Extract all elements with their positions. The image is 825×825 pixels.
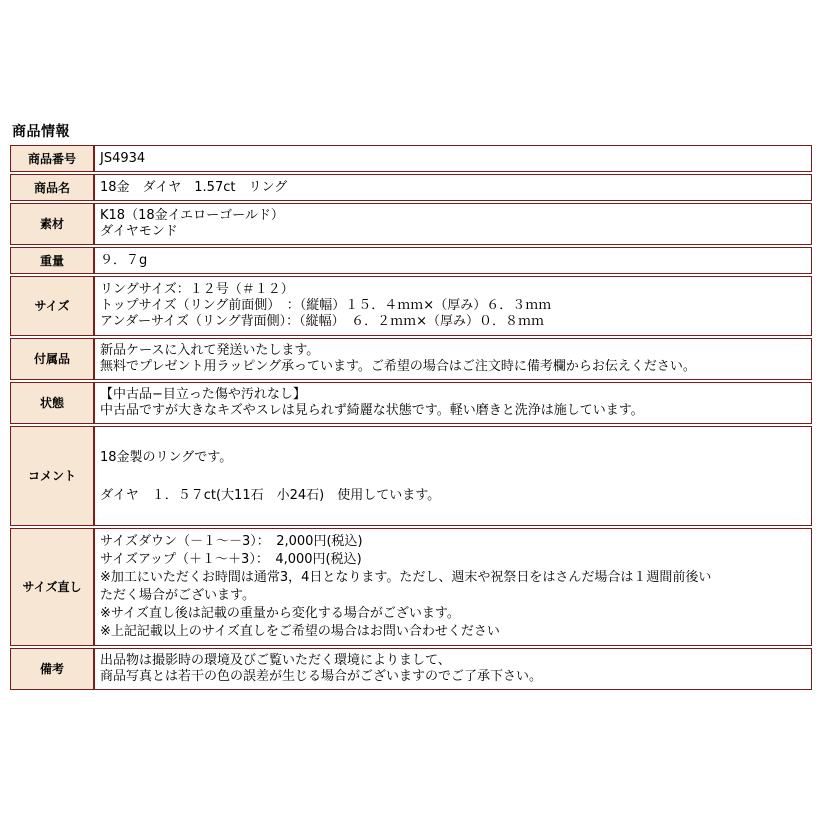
row-label: 重量 [10,247,94,274]
value-line: 無料でプレゼント用ラッピング承っています。ご希望の場合はご注文時に備考欄からお伝えください。 [100,359,696,374]
value-line: アンダーサイズ（リング背面側）：（縦幅） ６．２ｍｍ×（厚み）０．８ｍｍ [100,314,545,329]
row-value [94,145,812,172]
value-line: ※上記記載以上のサイズ直しをご希望の場合はお問い合わせください [100,624,500,639]
section-title: 商品情報 [12,124,70,140]
row-label: 付属品 [10,338,94,380]
value-line: ※加工にいただくお時間は通常3，4日となります。ただし、週末や祝祭日をはさんだ場合は１週間前後い [100,570,712,585]
value-line: リングサイズ：１２号（＃１２） [100,282,294,297]
row-condition [10,382,812,424]
value-line: 中古品ですが大きなキズやスレは見られず綺麗な状態です。軽い磨きと洗浄は施しています。 [100,403,644,418]
row-size [10,276,812,336]
row-label: 素材 [10,203,94,245]
row-material [10,203,812,245]
value-line: 商品写真とは若干の色の誤差が生じる場合がございますのでご了承下さい。 [100,669,543,684]
row-value [94,174,812,201]
row-product-name [10,174,812,201]
row-value [94,203,812,245]
row-label: 商品名 [10,174,94,201]
value-line: JS4934 [100,150,146,166]
row-remarks [10,648,812,690]
row-label: 商品番号 [10,145,94,172]
value-line: 18金製のリングです。 [100,449,233,465]
row-weight [10,247,812,274]
row-value [94,426,812,526]
row-value [94,648,812,690]
row-product-number [10,145,812,172]
row-value [94,338,812,380]
row-label: サイズ [10,276,94,336]
value-line: K18（18金イエローゴールド） [100,208,284,223]
row-size-adjustment [10,528,812,646]
row-comment [10,426,812,526]
value-line: 出品物は撮影時の環境及びご覧いただく環境によりまして、 [100,653,451,668]
value-line: トップサイズ（リング前面側） ：（縦幅）１５．４ｍｍ×（厚み）６．３ｍｍ [100,298,552,313]
row-value [94,382,812,424]
row-label: コメント [10,426,94,526]
value-line: ただく場合がございます。 [100,588,255,603]
row-label: 状態 [10,382,94,424]
value-line: 18金 ダイヤ 1.57ct リング [100,179,288,195]
row-label: 備考 [10,648,94,690]
row-value [94,276,812,336]
value-line: ダイヤ １．５７ct(大11石 小24石) 使用しています。 [100,487,441,503]
value-line: 新品ケースに入れて発送いたします。 [100,343,320,358]
value-line: ９．７g [100,252,148,268]
value-line: ダイヤモンド [100,224,178,239]
row-accessories [10,338,812,380]
value-line [100,467,806,486]
value-line: 【中古品−目立った傷や汚れなし】 [100,387,306,402]
value-line: ※サイズ直し後は記載の重量から変化する場合がございます。 [100,606,460,621]
value-line: サイズダウン（－１～－3）： 2,000円(税込) [100,534,363,549]
row-value [94,247,812,274]
row-value [94,528,812,646]
product-info-table [10,143,812,692]
value-line: サイズアップ（＋１～＋3）： 4,000円(税込) [100,552,362,567]
row-label: サイズ直し [10,528,94,646]
